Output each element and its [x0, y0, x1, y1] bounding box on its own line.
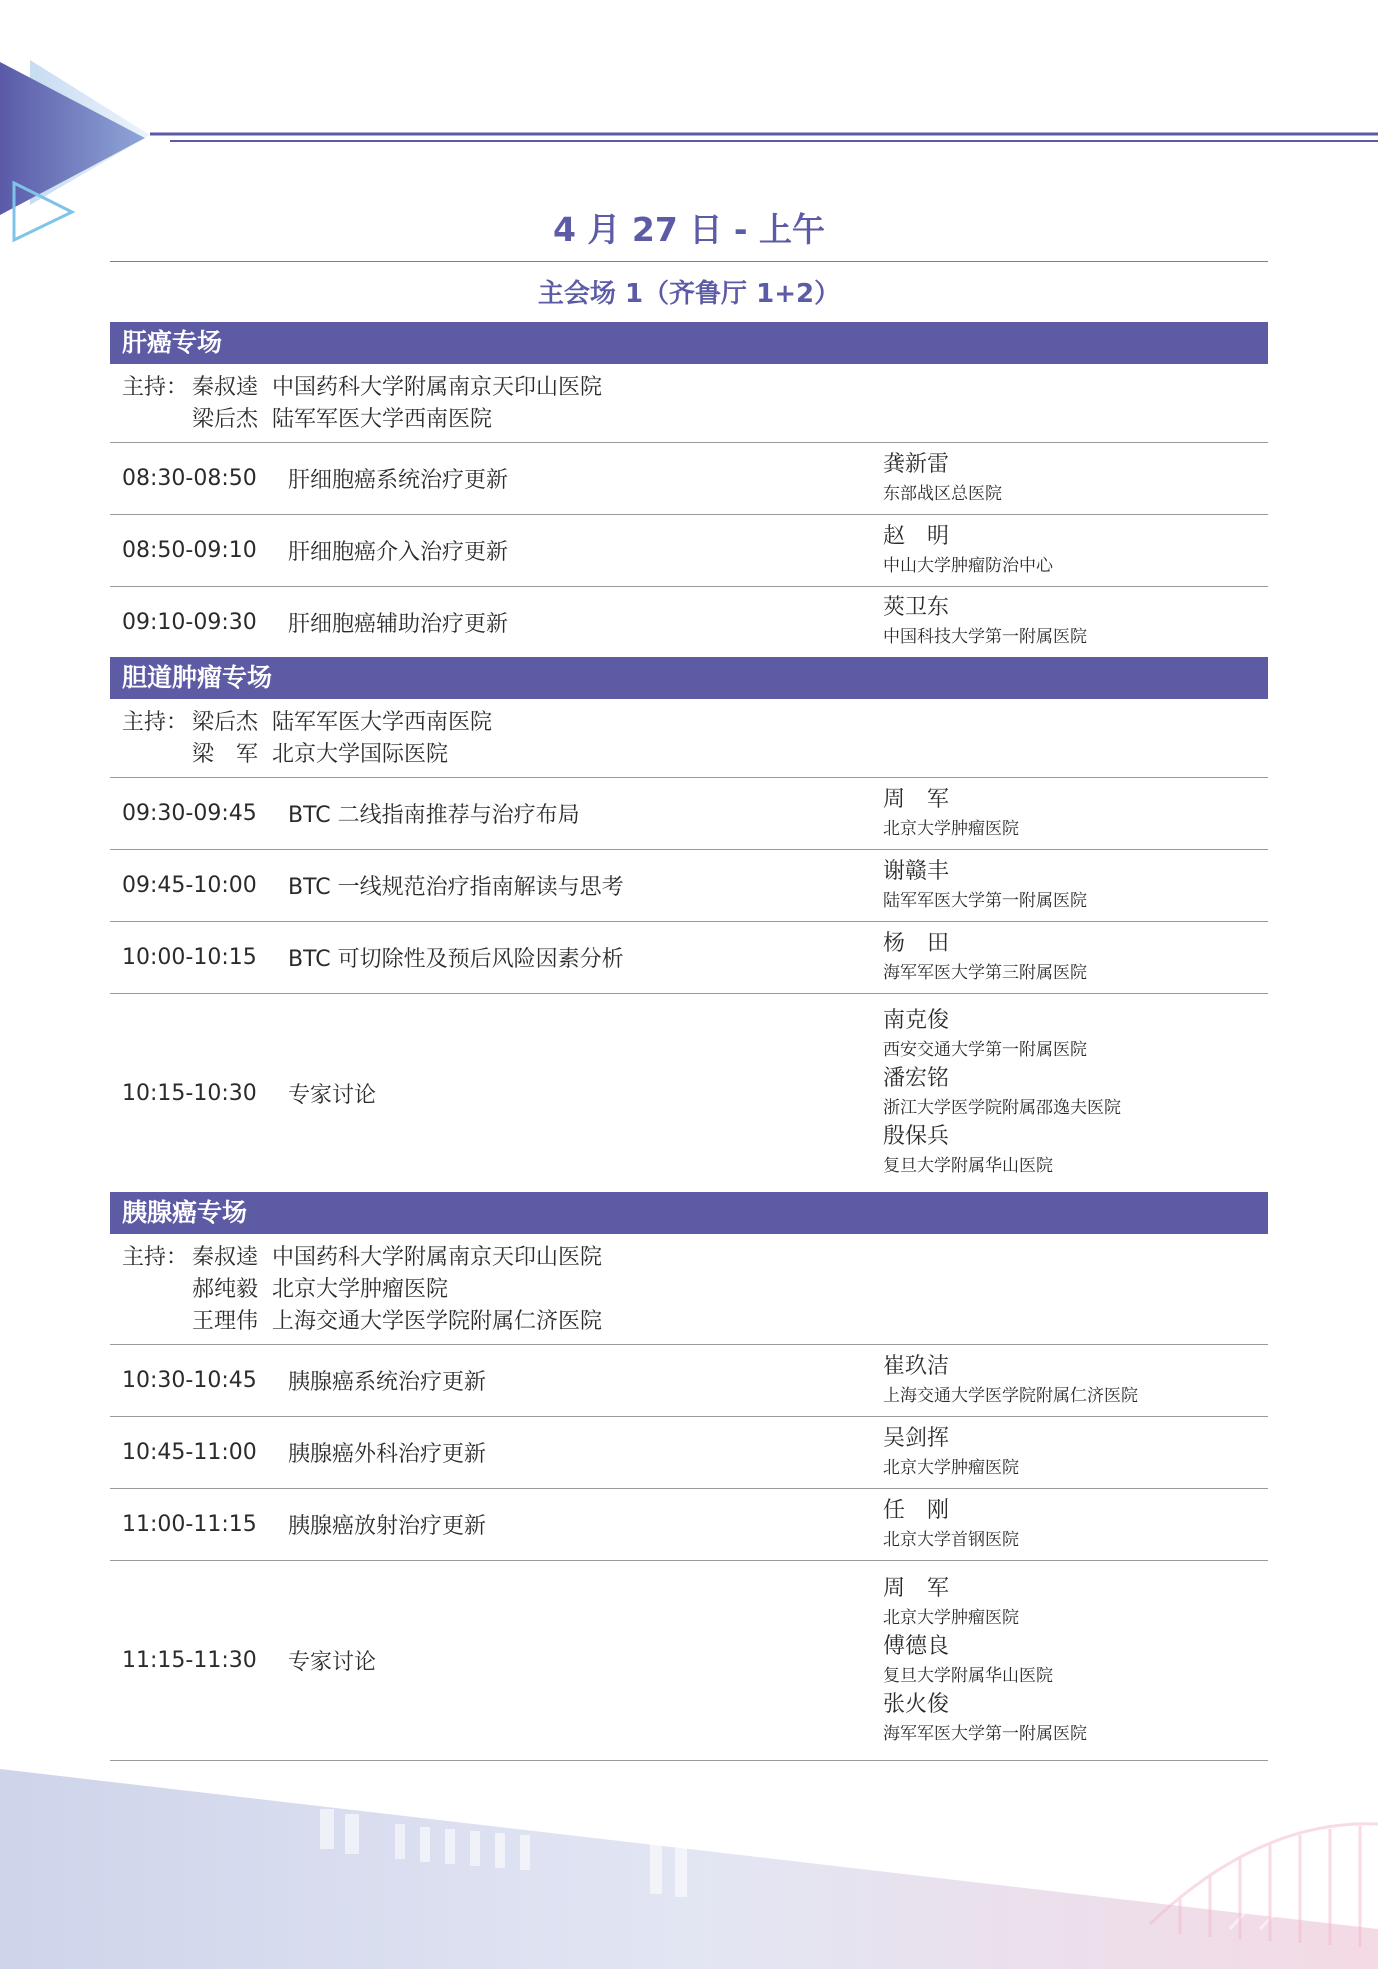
- page-title: 4 月 27 日 - 上午: [552, 210, 826, 249]
- speaker-org: 复旦大学附属华山医院: [883, 1665, 1053, 1686]
- venue-subtitle: 主会场 1（齐鲁厅 1+2）: [537, 279, 841, 309]
- session-time: 09:45-10:00: [122, 873, 257, 898]
- speaker-name: 殷保兵: [883, 1124, 950, 1149]
- session-topic: 专家讨论: [288, 1082, 377, 1108]
- footer-decoration: [0, 1699, 1378, 1969]
- moderators-block: [110, 1234, 1268, 1345]
- moderator-name: 梁 军: [192, 742, 259, 767]
- table-row: [110, 850, 1268, 922]
- speakers: [883, 1348, 1268, 1414]
- speaker-name: 南克俊: [883, 1008, 950, 1033]
- moderator-line: [122, 1306, 1268, 1338]
- session-time: 10:15-10:30: [122, 1080, 257, 1106]
- session-topic: BTC 可切除性及预后风险因素分析: [288, 947, 624, 972]
- session-topic: 胰腺癌放射治疗更新: [288, 1514, 487, 1539]
- moderator-prefix: 主持：: [122, 375, 189, 400]
- speakers: [883, 781, 1268, 847]
- table-row: [110, 922, 1268, 994]
- moderators-block: [110, 699, 1268, 778]
- speakers: [883, 1002, 1268, 1184]
- speaker-org: 西安交通大学第一附属医院: [883, 1040, 1087, 1060]
- moderator-prefix: 主持：: [122, 710, 189, 735]
- speaker-name: 赵 明: [883, 523, 950, 549]
- speakers: [883, 589, 1268, 655]
- speaker-name: 潘宏铭: [883, 1066, 950, 1091]
- session-time: 08:50-09:10: [122, 538, 257, 563]
- section-header-pancreatic: 胰腺癌专场: [110, 1192, 1268, 1234]
- table-row: [110, 1417, 1268, 1489]
- speakers: [883, 1420, 1268, 1486]
- speaker-name: 杨 田: [883, 930, 950, 956]
- speakers: [883, 925, 1268, 991]
- speaker-org: 上海交通大学医学院附属仁济医院: [883, 1385, 1138, 1406]
- session-time: 10:30-10:45: [122, 1368, 257, 1393]
- table-row: [110, 515, 1268, 587]
- speaker-name: 谢赣丰: [883, 858, 950, 884]
- session-topic: 胰腺癌外科治疗更新: [288, 1442, 487, 1467]
- speaker-name: 张火俊: [883, 1691, 950, 1717]
- moderator-line: [122, 1274, 1268, 1306]
- moderator-name: 秦叔逵: [192, 375, 259, 400]
- speaker-org: 北京大学肿瘤医院: [883, 1607, 1019, 1628]
- speaker-name: 周 军: [883, 1575, 950, 1601]
- speaker-org: 海军军医大学第一附属医院: [883, 1723, 1087, 1744]
- table-row: [110, 587, 1268, 657]
- speaker-org: 中山大学肿瘤防治中心: [883, 555, 1053, 576]
- table-row: [110, 1489, 1268, 1561]
- moderator-org: 陆军军医大学西南医院: [272, 710, 493, 735]
- session-time: 10:00-10:15: [122, 945, 257, 970]
- moderator-prefix: 主持：: [122, 1245, 189, 1270]
- moderator-name: 秦叔逵: [192, 1245, 259, 1270]
- speaker-name: 崔玖洁: [883, 1353, 950, 1379]
- speaker-name: 吴剑挥: [883, 1425, 950, 1451]
- session-topic: BTC 二线指南推荐与治疗布局: [288, 803, 580, 828]
- session-topic: 胰腺癌系统治疗更新: [288, 1370, 487, 1395]
- title-divider: [110, 261, 1268, 262]
- speaker-name: 任 刚: [883, 1497, 950, 1523]
- speaker-org: 北京大学肿瘤医院: [883, 1457, 1019, 1478]
- moderator-line: [122, 372, 1268, 404]
- moderator-name: 郝纯毅: [192, 1277, 259, 1302]
- section-header-liver: 肝癌专场: [110, 322, 1268, 364]
- speaker-org: 海军军医大学第三附属医院: [883, 962, 1087, 983]
- speaker-name: 周 军: [883, 786, 950, 812]
- session-time: 09:10-09:30: [122, 609, 257, 635]
- speakers: [883, 446, 1268, 512]
- session-time: 08:30-08:50: [122, 466, 257, 491]
- speaker-org: 东部战区总医院: [883, 483, 1002, 504]
- moderator-name: 王理伟: [192, 1309, 259, 1334]
- session-time: 09:30-09:45: [122, 801, 257, 826]
- speakers: [883, 1492, 1268, 1558]
- speaker-org: 北京大学首钢医院: [883, 1529, 1019, 1550]
- session-topic: 专家讨论: [288, 1650, 377, 1675]
- session-topic: BTC 一线规范治疗指南解读与思考: [288, 875, 624, 900]
- table-row: [110, 1345, 1268, 1417]
- moderator-line: [122, 1242, 1268, 1274]
- speaker-org: 中国科技大学第一附属医院: [883, 627, 1087, 647]
- session-topic: 肝细胞癌系统治疗更新: [288, 468, 509, 493]
- moderator-org: 上海交通大学医学院附属仁济医院: [272, 1309, 603, 1334]
- session-time: 10:45-11:00: [122, 1440, 257, 1465]
- speaker-name: 傅德良: [883, 1633, 950, 1659]
- speaker-org: 浙江大学医学院附属邵逸夫医院: [883, 1098, 1121, 1118]
- speaker-org: 陆军军医大学第一附属医院: [883, 890, 1087, 911]
- speakers: [883, 518, 1268, 584]
- moderator-org: 中国药科大学附属南京天印山医院: [272, 1245, 603, 1270]
- schedule-table: [110, 322, 1268, 1761]
- speaker-name: 龚新雷: [883, 451, 950, 477]
- speakers: [883, 853, 1268, 919]
- table-row: [110, 443, 1268, 515]
- table-row: [110, 994, 1268, 1192]
- speaker-org: 北京大学肿瘤医院: [883, 818, 1019, 839]
- moderator-org: 中国药科大学附属南京天印山医院: [272, 375, 603, 400]
- session-topic: 肝细胞癌辅助治疗更新: [288, 611, 509, 637]
- speaker-org: 复旦大学附属华山医院: [883, 1156, 1053, 1176]
- moderator-line: [122, 707, 1268, 739]
- speaker-name: 莢卫东: [883, 595, 950, 620]
- moderator-line: [122, 404, 1268, 436]
- moderator-org: 陆军军医大学西南医院: [272, 407, 493, 432]
- session-time: 11:15-11:30: [122, 1648, 257, 1673]
- section-header-biliary: 胆道肿瘤专场: [110, 657, 1268, 699]
- moderator-name: 梁后杰: [192, 407, 259, 432]
- moderator-org: 北京大学肿瘤医院: [272, 1277, 449, 1302]
- moderators-block: [110, 364, 1268, 443]
- session-topic: 肝细胞癌介入治疗更新: [288, 540, 509, 565]
- moderator-org: 北京大学国际医院: [272, 742, 449, 767]
- table-row: [110, 778, 1268, 850]
- moderator-name: 梁后杰: [192, 710, 259, 735]
- session-time: 11:00-11:15: [122, 1512, 257, 1537]
- moderator-line: [122, 739, 1268, 771]
